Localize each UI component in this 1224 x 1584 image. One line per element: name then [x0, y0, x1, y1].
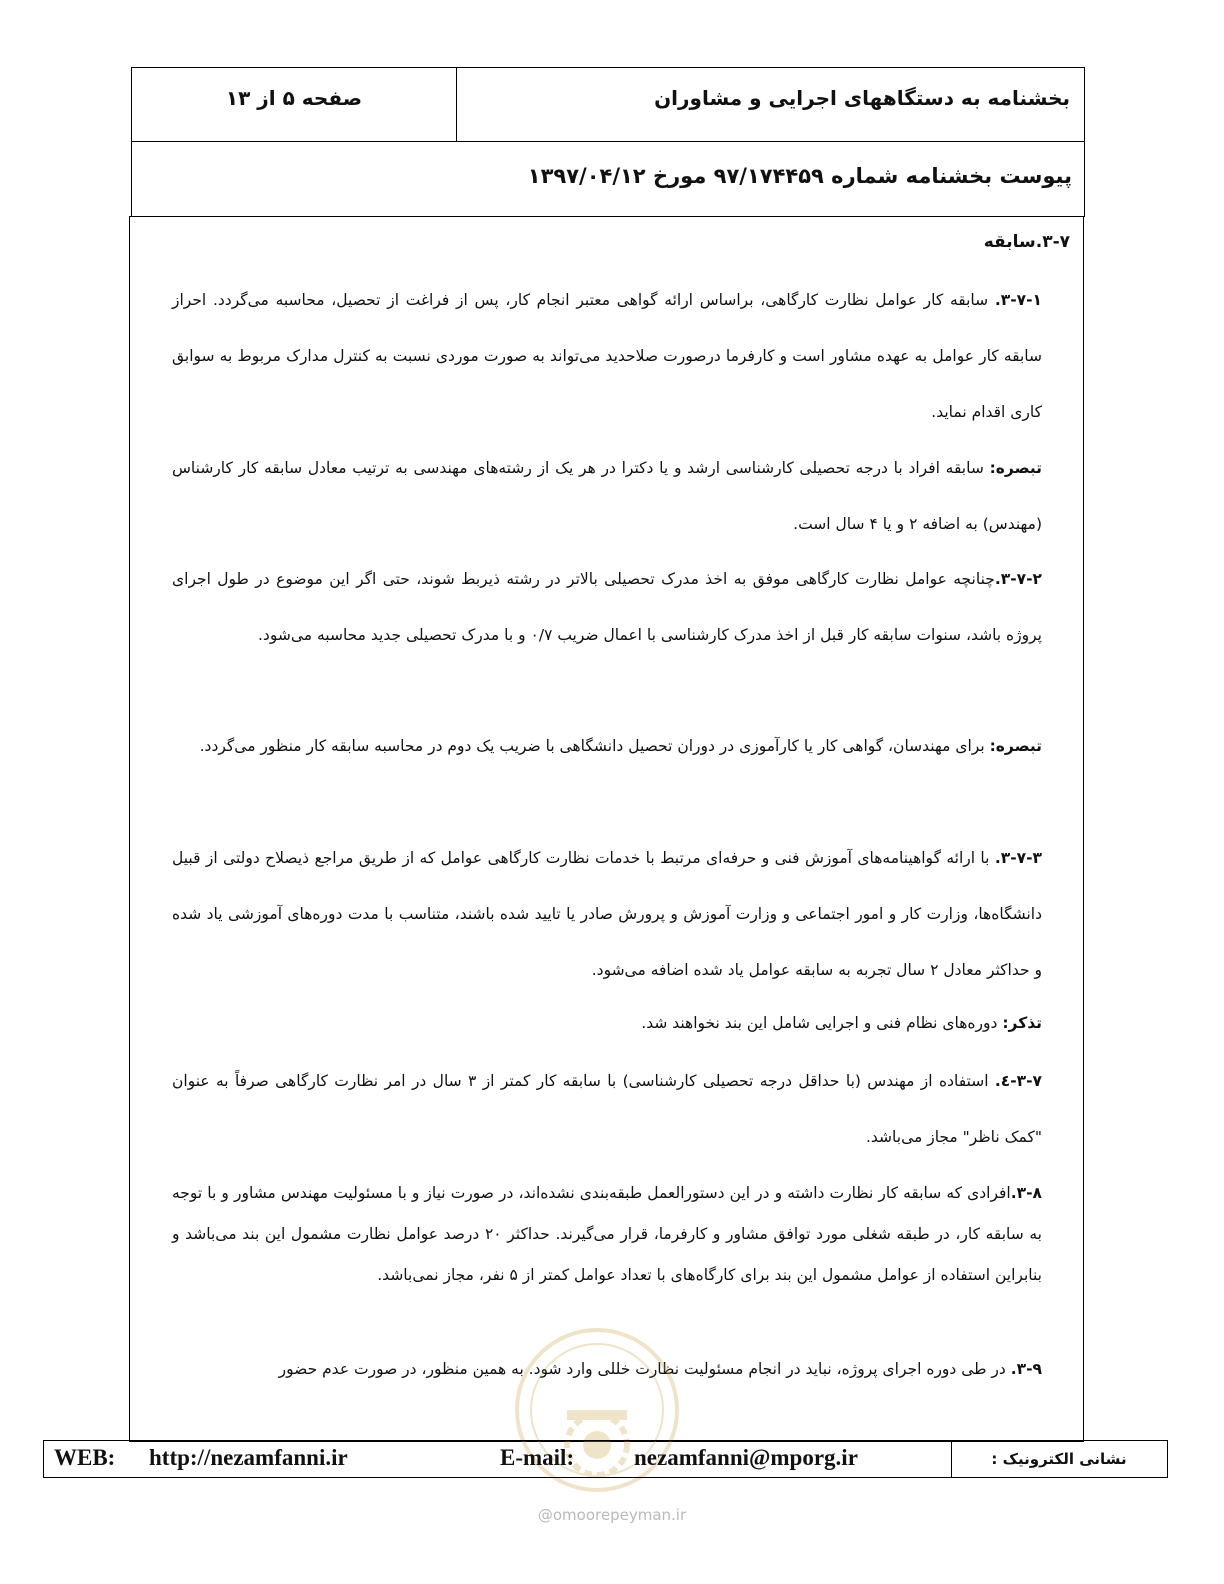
clause-number: ۳-۷-٤.	[994, 1072, 1043, 1090]
clause-number: ۳-۷-۱.	[994, 291, 1042, 309]
note-2	[172, 718, 1042, 774]
note-1	[172, 440, 1042, 552]
header-table	[131, 67, 1085, 217]
clause-number: ۳-۸.	[1010, 1184, 1042, 1202]
clause-text: چنانچه عوامل نظارت کارگاهی موفق به اخذ مدرک تحصیلی بالاتر در رشته ذیربط شوند، حتی اگر این موضوع در طول اجرای پروژه باشد، سنوات سابقه کار قبل از اخذ مدرک کارشناسی با اعمال ضریب ۰/۷ و با مدرک تحصیلی جدید محاسبه می‌شود.	[172, 570, 1042, 644]
web-label: WEB:	[54, 1445, 116, 1470]
section-heading: ۳-۷.سابقه	[983, 232, 1070, 252]
reminder-text: دوره‌های نظام فنی و اجرایی شامل این بند نخواهند شد.	[641, 1014, 1003, 1032]
circular-title: بخشنامه به دستگاههای اجرایی و مشاوران	[654, 86, 1070, 110]
email-label: E-mail:	[500, 1445, 575, 1470]
watermark-text: @omoorepeyman.ir	[537, 1506, 687, 1524]
clause-number: ۳-۷-۳.	[994, 849, 1042, 867]
header-divider	[456, 68, 457, 142]
clause-3-7-2	[172, 551, 1042, 663]
clause-3-7-1	[172, 272, 1042, 440]
clause-text: با ارائه گواهینامه‌های آموزش فنی و حرفه‌ای مرتبط با خدمات نظارت کارگاهی عوامل که از طریق مراجع ذیصلاح دولتی از قبیل دانشگاه‌ها، وزارت کار و امور اجتماعی و وزارت آموزش و پرورش صادر یا تایید شده باشند، متناسب با مدت دوره‌های آموزشی یاد شده و حداکثر معادل ۲ سال تجربه به سابقه عوامل یاد شده اضافه می‌شود.	[172, 849, 1042, 979]
footer-bar	[43, 1440, 1168, 1478]
clause-3-7-4	[172, 1053, 1042, 1165]
clause-text: در طی دوره اجرای پروژه، نباید در انجام مسئولیت نظارت خللی وارد شود. به همین منظور، در صورت عدم حضور	[278, 1360, 1011, 1378]
clause-text: سابقه کار عوامل نظارت کارگاهی، براساس ارائه گواهی معتبر انجام کار، پس از فراغت از تحصیل، محاسبه می‌گردد. احراز سابقه کار عوامل به عهده مشاور است و کارفرما درصورت صلاحدید می‌تواند به صورت موردی نسبت به کنترل مدارک مربوط به سوابق کاری اقدام نماید.	[172, 291, 1042, 421]
electronic-address-label: نشانی الکترونیک :	[991, 1450, 1127, 1468]
attachment-reference: پیوست بخشنامه شماره ۹۷/۱۷۴۴۵۹ مورخ ۱۳۹۷/۰۴/۱۲	[527, 164, 1072, 188]
reminder-label: تذکر:	[1002, 1014, 1042, 1032]
email-link[interactable]: nezamfanni@mporg.ir	[634, 1445, 858, 1470]
clause-number: ۳-۹.	[1010, 1360, 1042, 1378]
page-number: صفحه ۵ از ۱۳	[225, 86, 363, 110]
clause-text: استفاده از مهندس (با حداقل درجه تحصیلی کارشناسی) با سابقه کار کمتر از ۳ سال در امر نظارت کارگاهی صرفاً به عنوان "کمک ناظر" مجاز می‌باشد.	[172, 1072, 1042, 1146]
header-top-row	[132, 68, 1084, 142]
clause-number: ۳-۷-۲.	[994, 570, 1042, 588]
clause-3-8	[172, 1173, 1042, 1296]
website-link[interactable]: http://nezamfanni.ir	[149, 1445, 348, 1470]
note-text: سابقه افراد با درجه تحصیلی کارشناسی ارشد و یا دکترا در هر یک از رشته‌های مهندسی به ترتیب معادل سابقه کار کارشناس (مهندس) به اضافه ۲ و یا ۴ سال است.	[172, 459, 1042, 533]
clause-text: افرادی که سابقه کار نظارت داشته و در این دستورالعمل طبقه‌بندی نشده‌اند، در صورت نیاز و با مسئولیت مهندس مشاور و با توجه به سابقه کار، در طبقه شغلی مورد توافق مشاور و کارفرما، قرار می‌گیرند. حداکثر ۲۰ درصد عوامل نظارت مشمول این بند می‌باشد و بنابراین استفاده از عوامل مشمول این بند برای کارگاه‌های با تعداد عوامل کمتر از ۵ نفر، مجاز نمی‌باشد.	[172, 1184, 1042, 1284]
clause-3-7-3	[172, 830, 1042, 998]
reminder	[172, 995, 1042, 1051]
note-label: تبصره:	[989, 737, 1042, 755]
note-text: برای مهندسان، گواهی کار یا کارآموزی در دوران تحصیل دانشگاهی با ضریب یک دوم در محاسبه سابقه کار منظور می‌گردد.	[199, 737, 990, 755]
note-label: تبصره:	[989, 459, 1042, 477]
